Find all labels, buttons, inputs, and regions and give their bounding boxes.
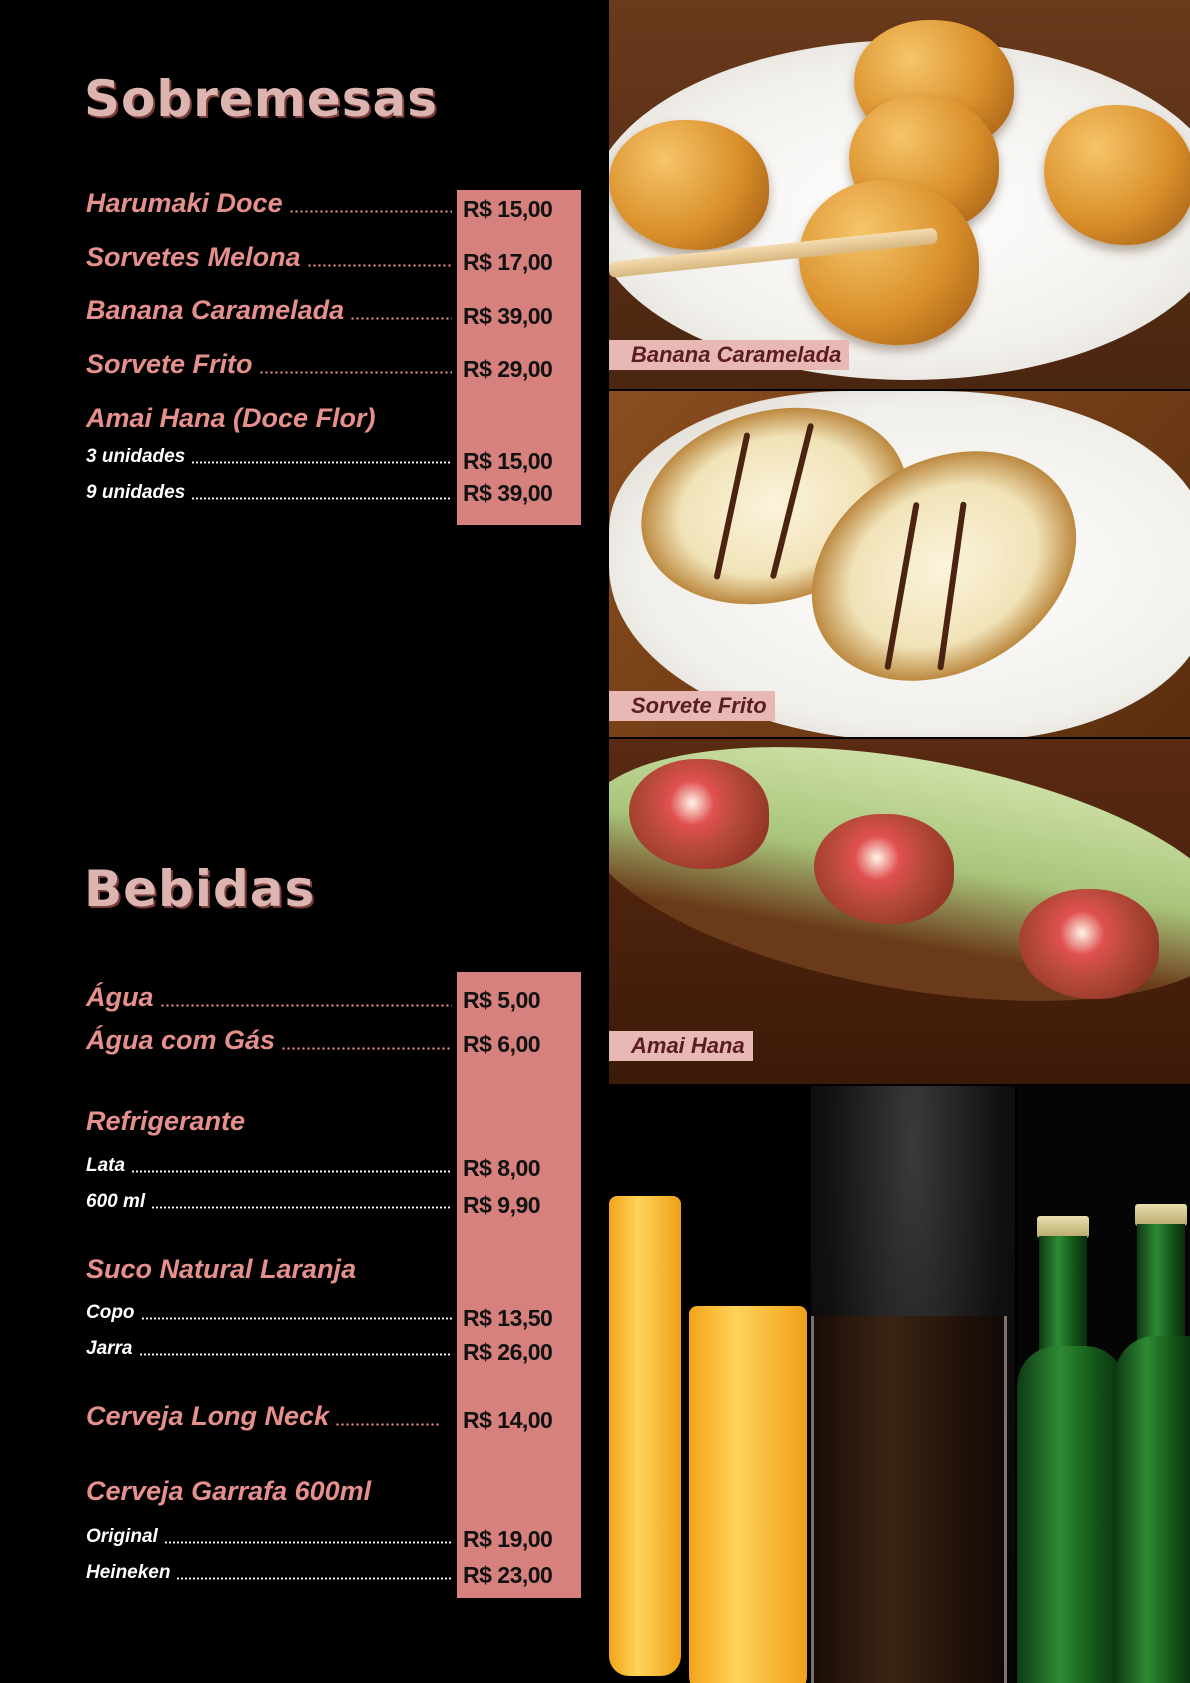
dot-leader [151, 1206, 452, 1209]
photo-caption: Sorvete Frito [609, 691, 775, 721]
item-price: R$ 14,00 [463, 1407, 553, 1433]
item-price: R$ 29,00 [463, 356, 553, 382]
menu-item-heading [86, 1254, 452, 1285]
photo-caption: Amai Hana [609, 1031, 753, 1061]
photo-amai-hana [609, 739, 1190, 1084]
menu-item [86, 1401, 440, 1432]
item-price: R$ 15,00 [463, 196, 553, 222]
option-name: Original [86, 1526, 158, 1547]
item-name: Suco Natural Laranja [86, 1254, 357, 1284]
bottle-cap [1135, 1204, 1187, 1226]
option-price: R$ 15,00 [463, 448, 553, 474]
price-column-drinks [457, 972, 581, 1598]
crepe-cone [814, 814, 954, 924]
menu-option [86, 482, 452, 504]
item-price: R$ 5,00 [463, 987, 541, 1013]
drinks-photo-strip [609, 1086, 1190, 1683]
dot-leader [139, 1353, 453, 1356]
item-name: Sorvetes Melona [86, 242, 301, 272]
option-name: Jarra [86, 1338, 133, 1359]
dot-leader [131, 1170, 452, 1173]
crepe-cone [629, 759, 769, 869]
item-price: R$ 6,00 [463, 1031, 541, 1057]
dot-leader [176, 1577, 452, 1580]
beer-bottle [1017, 1346, 1125, 1683]
item-name: Banana Caramelada [86, 295, 345, 325]
item-name: Refrigerante [86, 1106, 246, 1136]
option-name: 600 ml [86, 1191, 146, 1212]
menu-item [86, 349, 452, 380]
juice-glass [609, 1196, 681, 1676]
option-price: R$ 8,00 [463, 1155, 541, 1181]
dot-leader [335, 1423, 440, 1426]
dot-leader [307, 264, 452, 267]
dot-leader [164, 1541, 452, 1544]
option-name: Copo [86, 1302, 135, 1323]
option-price: R$ 26,00 [463, 1339, 553, 1365]
dot-leader [160, 1004, 453, 1007]
beer-bottle [1115, 1336, 1190, 1683]
menu-item [86, 1025, 452, 1056]
beer-bottle [1039, 1236, 1087, 1356]
dot-leader [289, 210, 452, 213]
menu-option [86, 1338, 452, 1360]
dot-leader [141, 1317, 452, 1320]
item-price: R$ 39,00 [463, 303, 553, 329]
section-title-bebidas: Bebidas [84, 860, 316, 918]
juice-glass [689, 1306, 807, 1683]
menu-item-heading [86, 403, 452, 434]
option-price: R$ 9,90 [463, 1192, 541, 1218]
option-price: R$ 39,00 [463, 480, 553, 506]
photo-orange-juice [609, 1086, 809, 1683]
photo-sorvete-frito [609, 391, 1190, 737]
option-price: R$ 23,00 [463, 1562, 553, 1588]
item-name: Cerveja Garrafa 600ml [86, 1476, 372, 1506]
item-name: Água com Gás [86, 1025, 276, 1055]
option-name: Heineken [86, 1562, 171, 1583]
item-price: R$ 17,00 [463, 249, 553, 275]
dot-leader [259, 371, 452, 374]
option-name: Lata [86, 1155, 126, 1176]
section-title-sobremesas: Sobremesas [84, 70, 438, 128]
menu-item-heading [86, 1476, 452, 1507]
menu-item-heading [86, 1106, 452, 1137]
item-name: Harumaki Doce [86, 188, 283, 218]
photo-soda-glass [811, 1086, 1015, 1683]
menu-option [86, 1562, 452, 1584]
soda-glass [811, 1316, 1007, 1683]
option-price: R$ 19,00 [463, 1526, 553, 1552]
menu-option [86, 1155, 452, 1177]
dot-leader [281, 1047, 452, 1050]
crepe-cone [1019, 889, 1159, 999]
menu-item [86, 295, 452, 326]
bottle-cap [1037, 1216, 1089, 1238]
menu-item [86, 188, 452, 219]
menu-item [86, 242, 452, 273]
menu-option [86, 1191, 452, 1213]
photo-banana-caramelada [609, 0, 1190, 389]
option-name: 9 unidades [86, 482, 186, 503]
menu-item [86, 982, 452, 1013]
dot-leader [191, 461, 452, 464]
item-name: Água [86, 982, 154, 1012]
beer-bottle [1137, 1224, 1185, 1344]
menu-option [86, 446, 452, 468]
menu-option [86, 1302, 452, 1324]
dot-leader [191, 497, 452, 500]
item-name: Sorvete Frito [86, 349, 253, 379]
photo-beer-bottles [1017, 1086, 1190, 1683]
option-price: R$ 13,50 [463, 1305, 553, 1331]
option-name: 3 unidades [86, 446, 186, 467]
item-name: Cerveja Long Neck [86, 1401, 330, 1431]
item-name: Amai Hana (Doce Flor) [86, 403, 376, 433]
menu-option [86, 1526, 452, 1548]
photo-caption: Banana Caramelada [609, 340, 849, 370]
dot-leader [350, 317, 452, 320]
